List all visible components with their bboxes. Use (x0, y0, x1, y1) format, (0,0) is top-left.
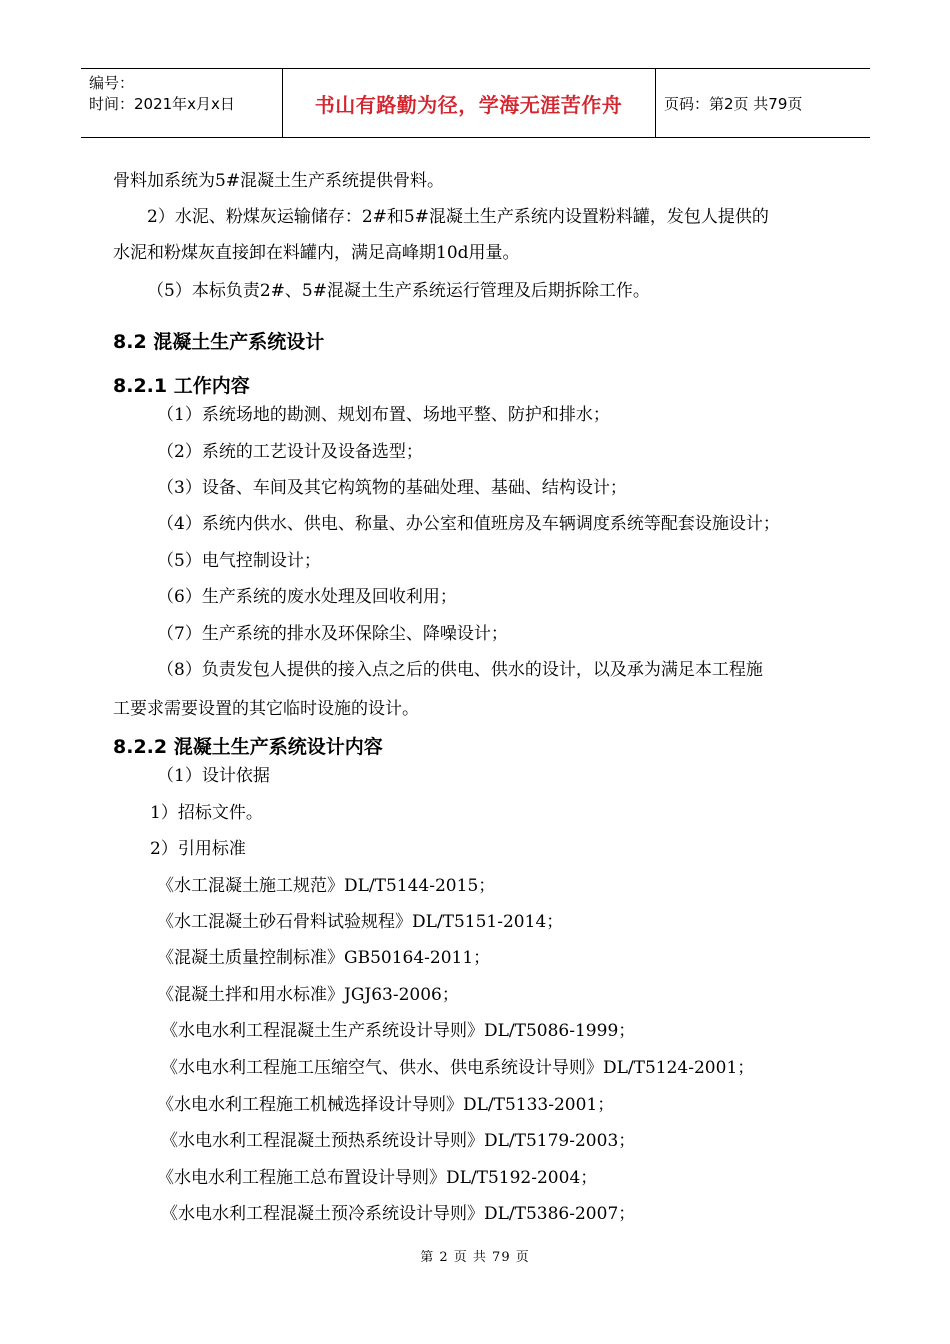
standard-item: 《混凝土质量控制标准》GB50164-2011； (157, 948, 491, 968)
paragraph-line: 2）水泥、粉煤灰运输储存：2#和5#混凝土生产系统内设置粉料罐，发包人提供的 (147, 207, 769, 227)
list-item: 1）招标文件。 (150, 803, 263, 823)
paragraph-line: 水泥和粉煤灰直接卸在料罐内，满足高峰期10d用量。 (113, 243, 520, 263)
header-meta (89, 73, 235, 115)
list-item: 2）引用标准 (150, 839, 246, 859)
header-motto: 书山有路勤为径，学海无涯苦作舟 (314, 92, 623, 117)
standard-item: 《水工混凝土施工规范》DL/T5144-2015； (157, 876, 496, 896)
header-divider-right (655, 69, 656, 137)
list-item: （7）生产系统的排水及环保除尘、降噪设计； (157, 624, 508, 644)
list-item: （3）设备、车间及其它构筑物的基础处理、基础、结构设计； (157, 478, 627, 498)
list-item: （5）电气控制设计； (157, 551, 321, 571)
list-item: （2）系统的工艺设计及设备选型； (157, 442, 423, 462)
paragraph-line: （5）本标负责2#、5#混凝土生产系统运行管理及后期拆除工作。 (147, 281, 650, 301)
list-item: （6）生产系统的废水处理及回收利用； (157, 587, 457, 607)
paragraph-line: 骨料加系统为5#混凝土生产系统提供骨料。 (113, 171, 445, 191)
standard-item: 《水电水利工程混凝土预冷系统设计导则》DL/T5386-2007； (161, 1204, 636, 1224)
list-item: （4）系统内供水、供电、称量、办公室和值班房及车辆调度系统等配套设施设计； (157, 514, 780, 534)
section-heading-8-2: 8.2 混凝土生产系统设计 (113, 331, 325, 353)
page-header (81, 68, 870, 138)
standard-item: 《混凝土拌和用水标准》JGJ63-2006； (157, 985, 459, 1005)
list-item: （8）负责发包人提供的接入点之后的供电、供水的设计，以及承为满足本工程施 (157, 660, 763, 680)
section-heading-8-2-1: 8.2.1 工作内容 (113, 375, 250, 397)
standard-item: 《水电水利工程施工机械选择设计导则》DL/T5133-2001； (157, 1095, 615, 1115)
standard-item: 《水电水利工程施工压缩空气、供水、供电系统设计导则》DL/T5124-2001； (161, 1058, 755, 1078)
list-item: 工要求需要设置的其它临时设施的设计。 (113, 699, 419, 719)
header-number: 编号： (89, 74, 135, 92)
standard-item: 《水电水利工程施工总布置设计导则》DL/T5192-2004； (157, 1168, 598, 1188)
standard-item: 《水电水利工程混凝土生产系统设计导则》DL/T5086-1999； (161, 1021, 636, 1041)
standard-item: 《水工混凝土砂石骨料试验规程》DL/T5151-2014； (157, 912, 564, 932)
list-item: （1）系统场地的勘测、规划布置、场地平整、防护和排水； (157, 405, 610, 425)
header-time: 时间：2021年x月x日 (89, 95, 235, 113)
section-heading-8-2-2: 8.2.2 混凝土生产系统设计内容 (113, 736, 383, 758)
page-footer: 第 2 页 共 79 页 (420, 1250, 530, 1265)
header-page-info: 页码：第2页 共79页 (664, 94, 803, 113)
list-item: （1）设计依据 (157, 766, 270, 786)
standard-item: 《水电水利工程混凝土预热系统设计导则》DL/T5179-2003； (161, 1131, 636, 1151)
